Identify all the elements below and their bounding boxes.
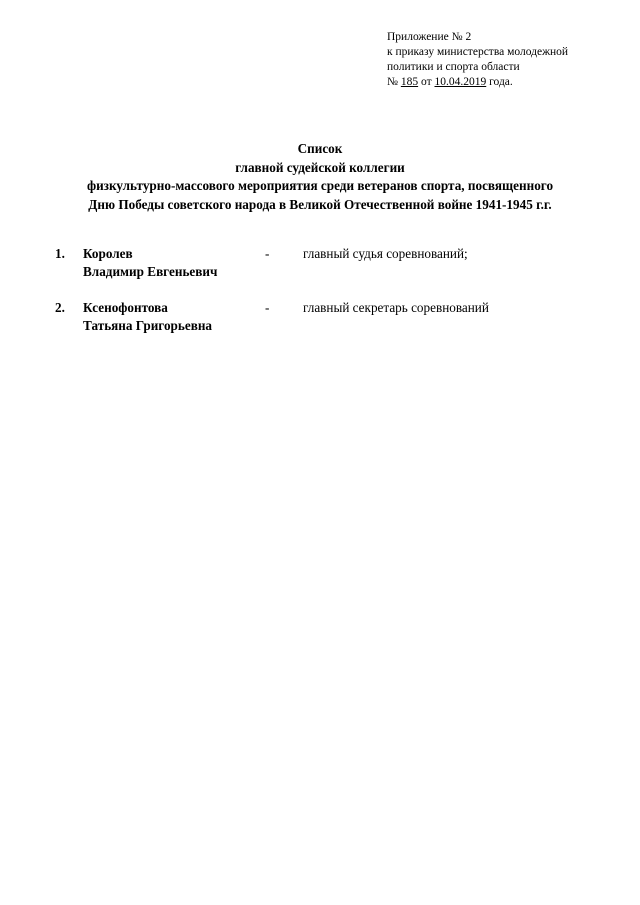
appendix-order-reference: [387, 75, 632, 90]
member-name: [83, 245, 217, 281]
list-item: [0, 245, 640, 299]
appendix-order-line: к приказу министерства молодежной: [387, 46, 569, 58]
title-line-3: физкультурно-массового мероприятия среди ветеранов спорта, посвященного: [86, 178, 554, 193]
order-date-suffix: года.: [489, 76, 513, 88]
member-surname: Королев: [83, 246, 133, 261]
member-role: главный судья соревнований;: [303, 246, 468, 261]
order-number: 185: [400, 76, 419, 88]
member-given-names: Владимир Евгеньевич: [83, 264, 218, 279]
appendix-ministry-line: политики и спорта области: [387, 61, 520, 73]
order-number-prefix: №: [387, 76, 398, 88]
order-date: 10.04.2019: [434, 76, 487, 88]
member-given-names: Татьяна Григорьевна: [83, 318, 213, 333]
appendix-title: Приложение № 2: [387, 31, 472, 43]
order-date-prefix: от: [420, 76, 432, 88]
separator-dash: -: [265, 246, 270, 261]
list-item: [0, 299, 640, 353]
title-line-4: Дню Победы советского народа в Великой Отечественной войне 1941-1945 г.г.: [88, 196, 552, 212]
member-surname: Ксенофонтова: [83, 300, 168, 315]
title-line-2: главной судейской коллегии: [235, 159, 405, 175]
appendix-header: [387, 30, 632, 90]
members-list: [0, 245, 640, 353]
document-title: [0, 140, 640, 214]
member-role: главный секретарь соревнований: [303, 300, 489, 315]
title-line-1: Список: [297, 141, 343, 156]
item-number: 1.: [55, 246, 65, 261]
separator-dash: -: [265, 300, 270, 315]
item-number: 2.: [55, 300, 65, 315]
member-name: [83, 299, 212, 335]
